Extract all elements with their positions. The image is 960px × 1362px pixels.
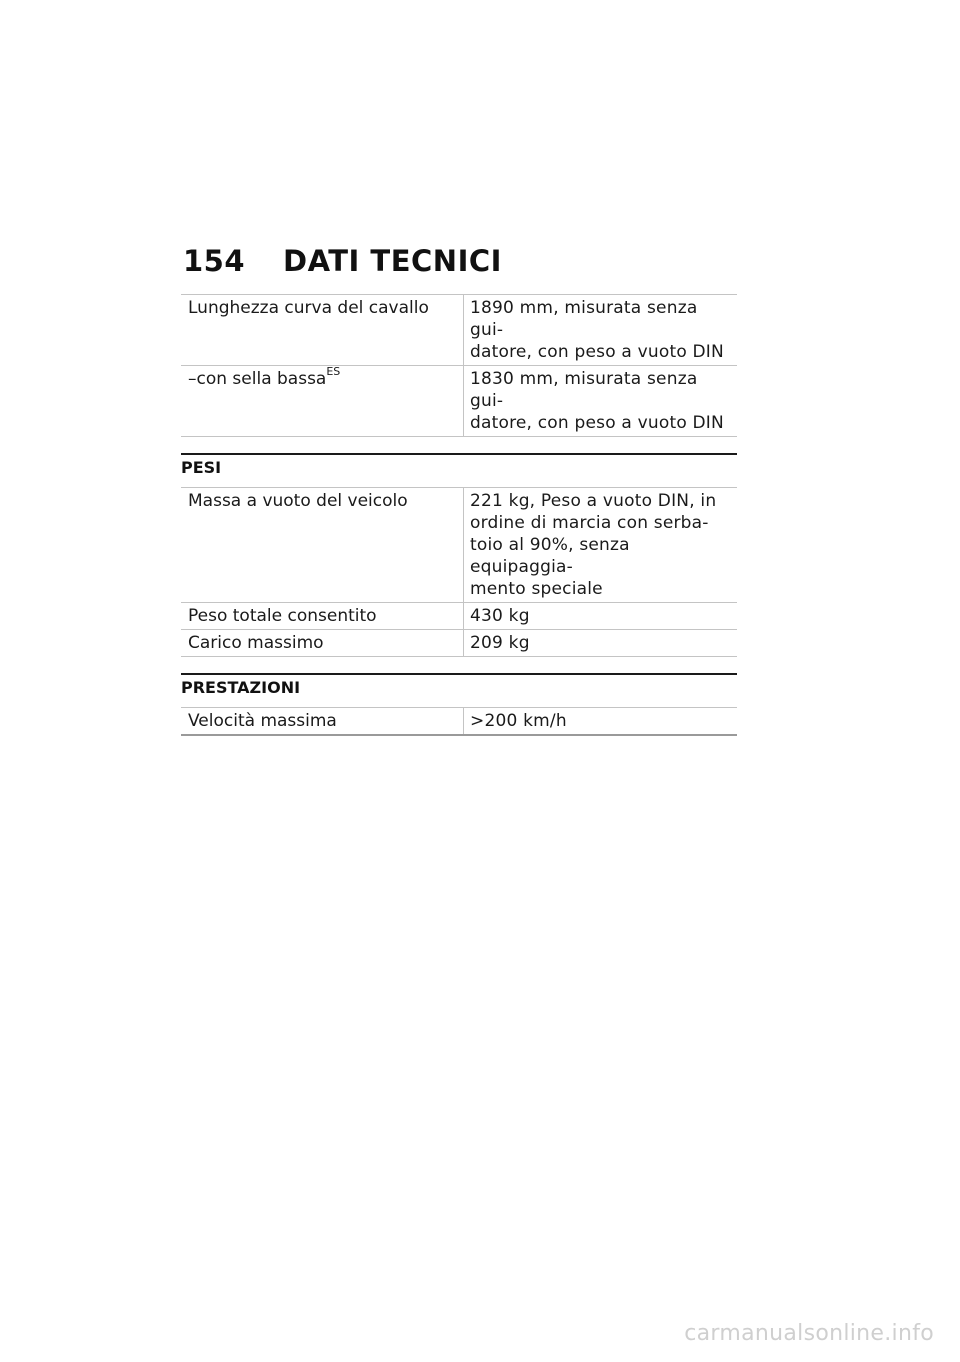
pesi-table bbox=[181, 487, 737, 657]
row-value: >200 km/h bbox=[464, 708, 738, 736]
row-value: 430 kg bbox=[464, 603, 738, 630]
row-label: Peso totale consentito bbox=[181, 603, 464, 630]
table-row bbox=[181, 603, 737, 630]
equipment-superscript: ES bbox=[326, 365, 341, 379]
spec-content bbox=[181, 294, 737, 736]
page-title: DATI TECNICI bbox=[283, 244, 502, 278]
row-label-text: –con sella bassa bbox=[188, 369, 327, 389]
value-line: ordine di marcia con serba- bbox=[470, 513, 709, 533]
dimensions-table bbox=[181, 294, 737, 437]
page-number: 154 bbox=[183, 244, 246, 278]
row-value: 209 kg bbox=[464, 630, 738, 657]
value-line: datore, con peso a vuoto DIN bbox=[470, 342, 724, 362]
row-value bbox=[464, 366, 738, 437]
row-label: Carico massimo bbox=[181, 630, 464, 657]
prestazioni-table bbox=[181, 707, 737, 736]
value-line: toio al 90%, senza equipaggia- bbox=[470, 535, 630, 577]
table-row bbox=[181, 295, 737, 366]
row-value bbox=[464, 488, 738, 603]
table-row bbox=[181, 630, 737, 657]
row-label: Velocità massima bbox=[181, 708, 464, 736]
value-line: datore, con peso a vuoto DIN bbox=[470, 413, 724, 433]
table-row bbox=[181, 366, 737, 437]
table-row bbox=[181, 488, 737, 603]
section-title-prestazioni: PRESTAZIONI bbox=[181, 673, 737, 707]
value-line: 1830 mm, misurata senza gui- bbox=[470, 369, 698, 411]
row-label bbox=[181, 366, 464, 437]
row-label: Lunghezza curva del cavallo bbox=[181, 295, 464, 366]
row-label: Massa a vuoto del veicolo bbox=[181, 488, 464, 603]
value-line: 1890 mm, misurata senza gui- bbox=[470, 298, 698, 340]
value-line: mento speciale bbox=[470, 579, 603, 599]
page-header bbox=[183, 244, 502, 278]
row-value bbox=[464, 295, 738, 366]
section-title-pesi: PESI bbox=[181, 453, 737, 487]
table-row bbox=[181, 708, 737, 736]
watermark: carmanualsonline.info bbox=[684, 1321, 934, 1346]
value-line: 221 kg, Peso a vuoto DIN, in bbox=[470, 491, 717, 511]
